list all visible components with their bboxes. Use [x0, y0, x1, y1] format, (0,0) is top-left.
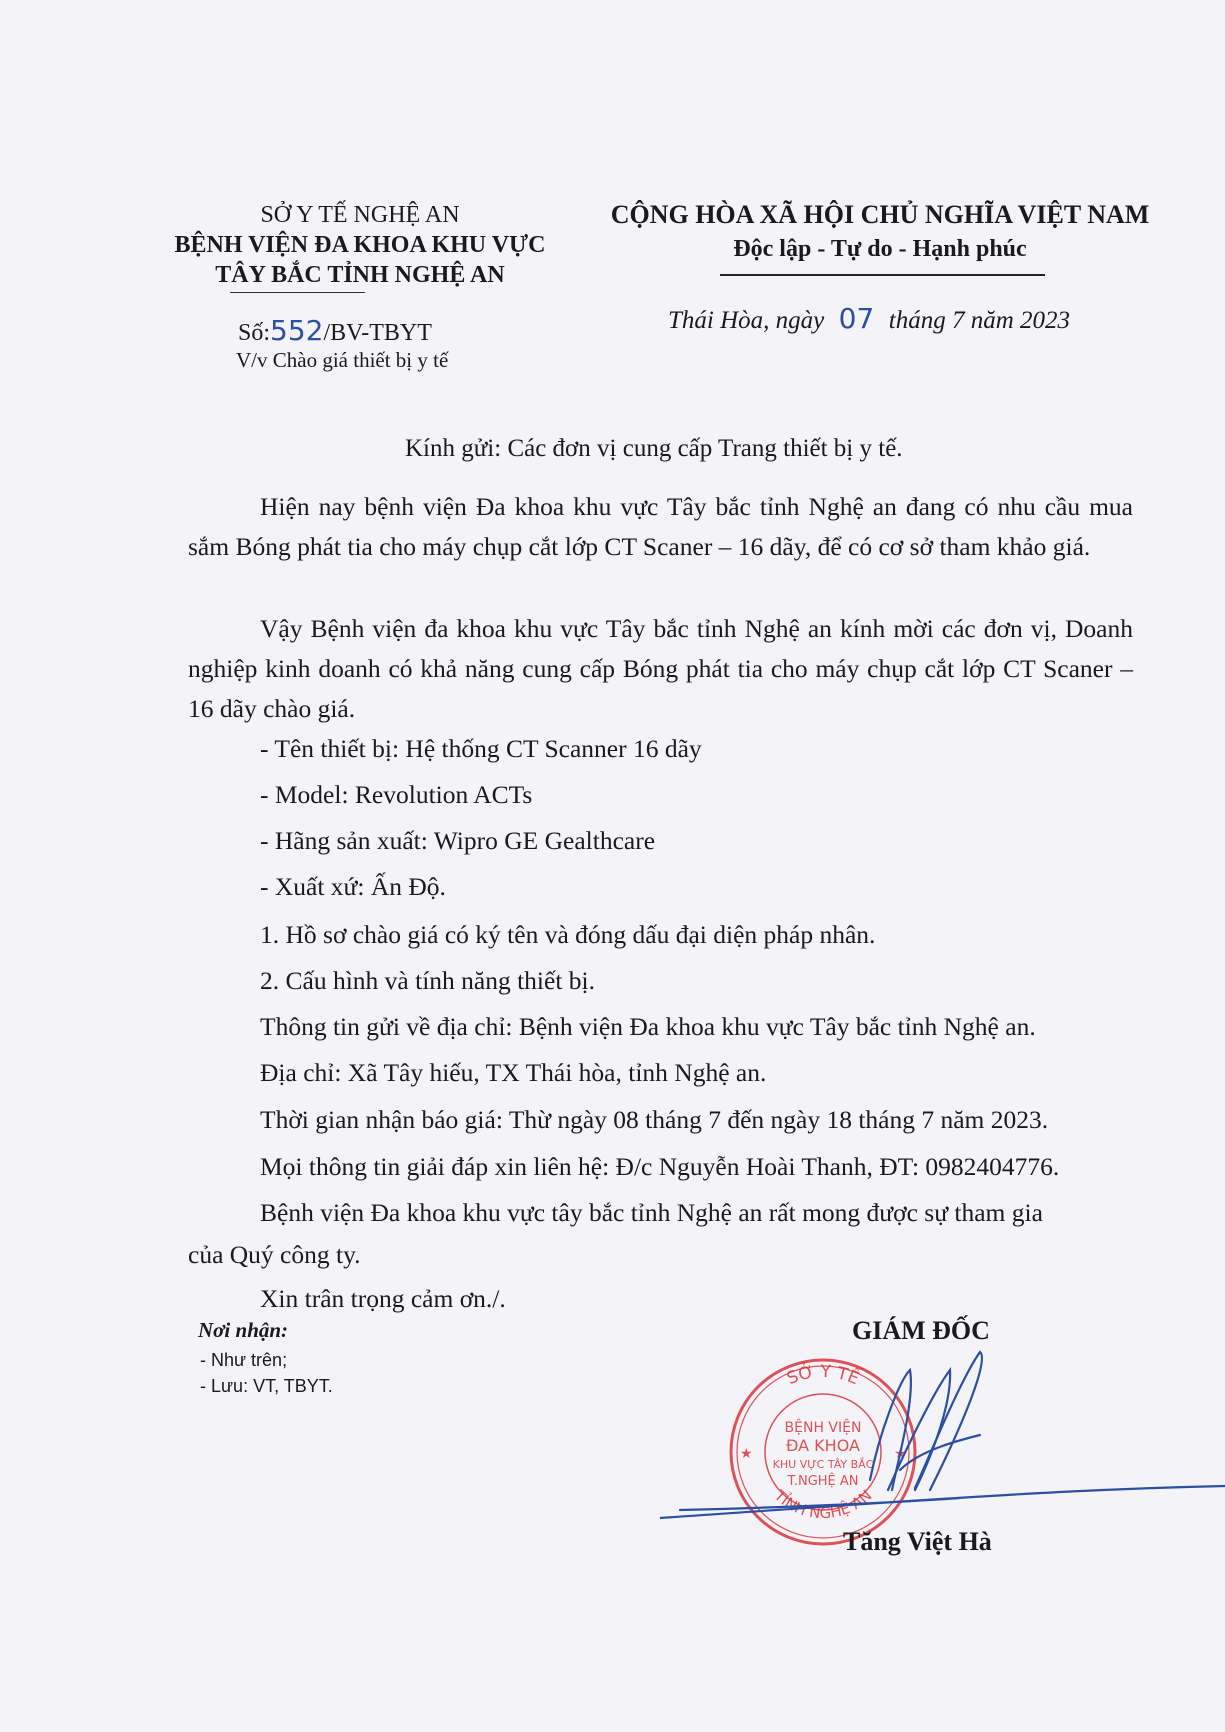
svg-text:KHU VỰC TÂY BẮC: KHU VỰC TÂY BẮC	[772, 1458, 874, 1471]
requirement-1: 1. Hồ sơ chào giá có ký tên và đóng dấu đại diện pháp nhân.	[260, 920, 876, 949]
document-number	[238, 314, 432, 347]
device-model: - Model: Revolution ACTs	[260, 780, 533, 809]
contact-send-to: Thông tin gửi về địa chỉ: Bệnh viện Đa khoa khu vực Tây bắc tỉnh Nghệ an.	[260, 1012, 1036, 1041]
date-prefix: Thái Hòa, ngày	[668, 307, 825, 334]
paragraph-1	[188, 487, 1133, 567]
national-motto: Độc lập - Tự do - Hạnh phúc	[733, 236, 1027, 262]
number-suffix: /BV-TBYT	[323, 320, 432, 346]
svg-text:★: ★	[894, 1446, 907, 1462]
hospital-name-line2: TÂY BẮC TỈNH NGHỆ AN	[215, 262, 505, 288]
document-subject: V/v Chào giá thiết bị y tế	[236, 348, 449, 372]
closing-thanks: Xin trân trọng cảm ơn./.	[260, 1284, 506, 1313]
requirement-2: 2. Cấu hình và tính năng thiết bị.	[260, 966, 595, 995]
svg-text:ĐA KHOA: ĐA KHOA	[786, 1436, 860, 1455]
paragraph-2-text: Vậy Bệnh viện đa khoa khu vực Tây bắc tỉnh Nghệ an kính mời các đơn vị, Doanh nghiệp kinh doanh có khả năng cung cấp Bóng phát tia cho máy chụp cắt lớp CT Scaner – 16 dãy chào giá.	[188, 614, 1133, 723]
recipient-line: Kính gửi: Các đơn vị cung cấp Trang thiết bị y tế.	[405, 435, 903, 462]
document-date	[668, 302, 1070, 335]
department-name: SỞ Y TẾ NGHỆ AN	[260, 202, 460, 228]
date-suffix: tháng 7 năm 2023	[888, 307, 1070, 334]
contact-address: Địa chỉ: Xã Tây hiếu, TX Thái hòa, tỉnh Nghệ an.	[260, 1058, 767, 1087]
contact-hotline: Mọi thông tin giải đáp xin liên hệ: Đ/c Nguyễn Hoài Thanh, ĐT: 0982404776.	[260, 1152, 1060, 1181]
handwritten-day: 07	[838, 302, 875, 335]
header-left	[150, 200, 570, 290]
device-origin: - Xuất xứ: Ấn Độ.	[260, 872, 446, 901]
number-prefix: Số:	[238, 320, 271, 346]
header-right	[600, 198, 1160, 266]
recipient-1: - Như trên;	[200, 1350, 288, 1370]
signer-role: GIÁM ĐỐC	[852, 1316, 990, 1345]
svg-text:BỆNH VIỆN: BỆNH VIỆN	[784, 1420, 862, 1436]
header-left-underline	[230, 292, 365, 293]
handwritten-signature	[660, 1340, 1225, 1530]
closing-line-2: của Quý công ty.	[188, 1240, 361, 1269]
svg-text:★: ★	[740, 1446, 753, 1462]
stamp-bottom-text: TỈNH NGHỆ AN	[770, 1486, 876, 1523]
recipients-title: Nơi nhận:	[198, 1318, 289, 1342]
device-maker: - Hãng sản xuất: Wipro GE Gealthcare	[260, 826, 656, 855]
closing-line-1: Bệnh viện Đa khoa khu vực tây bắc tỉnh Nghệ an rất mong được sự tham gia	[260, 1198, 1043, 1227]
signer-name: Tăng Việt Hà	[843, 1527, 992, 1556]
paragraph-1-text: Hiện nay bệnh viện Đa khoa khu vực Tây bắc tỉnh Nghệ an đang có nhu cầu mua sắm Bóng phát tia cho máy chụp cắt lớp CT Scaner – 16 dãy, để có cơ sở tham khảo giá.	[188, 492, 1133, 561]
signature-icon	[660, 1340, 1225, 1530]
motto-underline	[720, 274, 1045, 276]
svg-text:T.NGHỆ AN: T.NGHỆ AN	[787, 1474, 859, 1489]
national-title: CỘNG HÒA XÃ HỘI CHỦ NGHĨA VIỆT NAM	[610, 200, 1150, 229]
recipient-2: - Lưu: VT, TBYT.	[200, 1376, 333, 1396]
paragraph-2	[188, 609, 1133, 729]
hospital-name-line1: BỆNH VIỆN ĐA KHOA KHU VỰC	[174, 232, 546, 258]
stamp-top-text: SỞ Y TẾ	[784, 1361, 862, 1390]
handwritten-number: 552	[270, 314, 324, 347]
device-name: - Tên thiết bị: Hệ thống CT Scanner 16 dãy	[260, 734, 702, 763]
contact-period: Thời gian nhận báo giá: Thừ ngày 08 tháng 7 đến ngày 18 tháng 7 năm 2023.	[260, 1105, 1049, 1134]
